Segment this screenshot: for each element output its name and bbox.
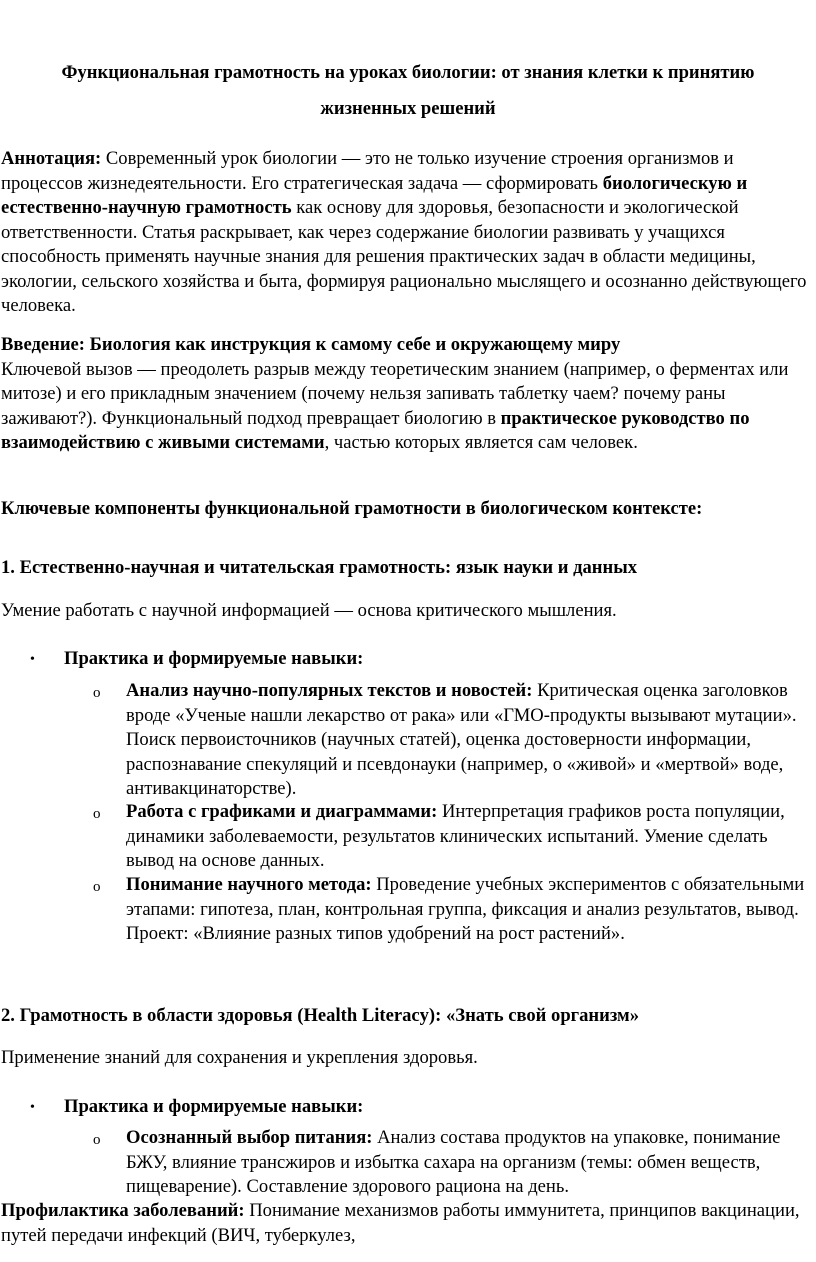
intro-heading: Введение: Биология как инструкция к самому себе и окружающему миру xyxy=(1,334,621,355)
section1-item-3-text: Проведение учебных экспериментов с обязательными этапами: гипотеза, план, контрольная группа, фиксация и анализ результатов, вывод. Проект: «Влияние разных типов удобрений на рост растений». xyxy=(126,874,805,944)
annotation-bold: биологическую и естественно-научную грамотность xyxy=(1,172,748,218)
section2-item-1-text: Анализ состава продуктов на упаковке, понимание БЖУ, влияние трансжиров и избытка сахара на организм (темы: обмен веществ, пищеварение). Составление здорового рациона на день. xyxy=(126,1127,781,1197)
annotation-text-2: как основу для здоровья, безопасности и экологической ответственности. Статья раскрывает, как через содержание биологии развивать у учащихся способность применять научные знания для решения практических задач в области медицины, экологии, сельского хозяйства и быта, формируя рационально мыслящего и осознанно действующего человека. xyxy=(1,197,807,316)
section1-heading: 1. Естественно-научная и читательская грамотность: язык науки и данных xyxy=(1,557,638,578)
prevention-paragraph xyxy=(1,1199,816,1248)
section1-item-3-label: Понимание научного метода: xyxy=(126,874,372,895)
intro-text-2: , частью которых является сам человек. xyxy=(324,432,638,453)
sub-bullet-marker: o xyxy=(93,685,101,701)
intro-text-1: Ключевой вызов — преодолеть разрыв между теоретическим знанием (например, о ферментах или митозе) и его прикладным значением (почему нельзя запивать таблетку чаем? почему раны заживают?). Функциональный подход превращает биологию в xyxy=(1,358,789,429)
annotation-paragraph xyxy=(1,147,816,319)
section1-item-2 xyxy=(126,800,816,874)
section1-item-1 xyxy=(126,679,816,802)
section1-item-1-label: Анализ научно-популярных текстов и новостей: xyxy=(126,680,533,701)
intro-body xyxy=(1,358,816,456)
section1-item-1-text: Критическая оценка заголовков вроде «Ученые нашли лекарство от рака» или «ГМО-продукты вызывают мутации». Поиск первоисточников (научных статей), оценка достоверности информации, распознавание спекуляций и псевдонауки (например, о «живой» и «мертвой» воде, антивакцинаторстве). xyxy=(126,680,797,799)
section1-item-3 xyxy=(126,873,816,947)
intro-bold: практическое руководство по взаимодействию с живыми системами xyxy=(1,407,750,453)
section1-bullet-label: Практика и формируемые навыки: xyxy=(64,648,364,669)
bullet-marker: • xyxy=(30,652,35,667)
document-title-line-2: жизненных решений xyxy=(320,98,496,119)
section1-item-2-text: Интерпретация графиков роста популяции, динамики заболеваемости, результатов клинических испытаний. Умение сделать вывод на основе данных. xyxy=(126,801,785,871)
annotation-label: Аннотация: xyxy=(1,148,102,169)
document-title-line-1: Функциональная грамотность на уроках биологии: от знания клетки к принятию xyxy=(61,62,755,83)
sub-bullet-marker: o xyxy=(93,1132,101,1148)
section2-intro: Применение знаний для сохранения и укрепления здоровья. xyxy=(1,1047,478,1068)
prevention-text: Понимание механизмов работы иммунитета, принципов вакцинации, путей передачи инфекций (ВИЧ, туберкулез, xyxy=(1,1200,800,1246)
section2-item-1-label: Осознанный выбор питания: xyxy=(126,1127,373,1148)
sub-bullet-marker: o xyxy=(93,879,101,895)
intro-paragraph xyxy=(1,333,816,456)
section1-item-2-label: Работа с графиками и диаграммами: xyxy=(126,801,438,822)
bullet-marker: • xyxy=(30,1100,35,1115)
prevention-label: Профилактика заболеваний: xyxy=(1,1200,245,1221)
section2-heading: 2. Грамотность в области здоровья (Health Literacy): «Знать свой организм» xyxy=(1,1005,640,1026)
annotation-text-1: Современный урок биологии — это не только изучение строения организмов и процессов жизнедеятельности. Его стратегическая задача — сформировать xyxy=(1,148,734,194)
section2-item-1 xyxy=(126,1126,816,1200)
components-heading: Ключевые компоненты функциональной грамотности в биологическом контексте: xyxy=(1,498,703,519)
sub-bullet-marker: o xyxy=(93,806,101,822)
section2-bullet-label: Практика и формируемые навыки: xyxy=(64,1096,364,1117)
section1-intro: Умение работать с научной информацией — основа критического мышления. xyxy=(1,600,617,621)
